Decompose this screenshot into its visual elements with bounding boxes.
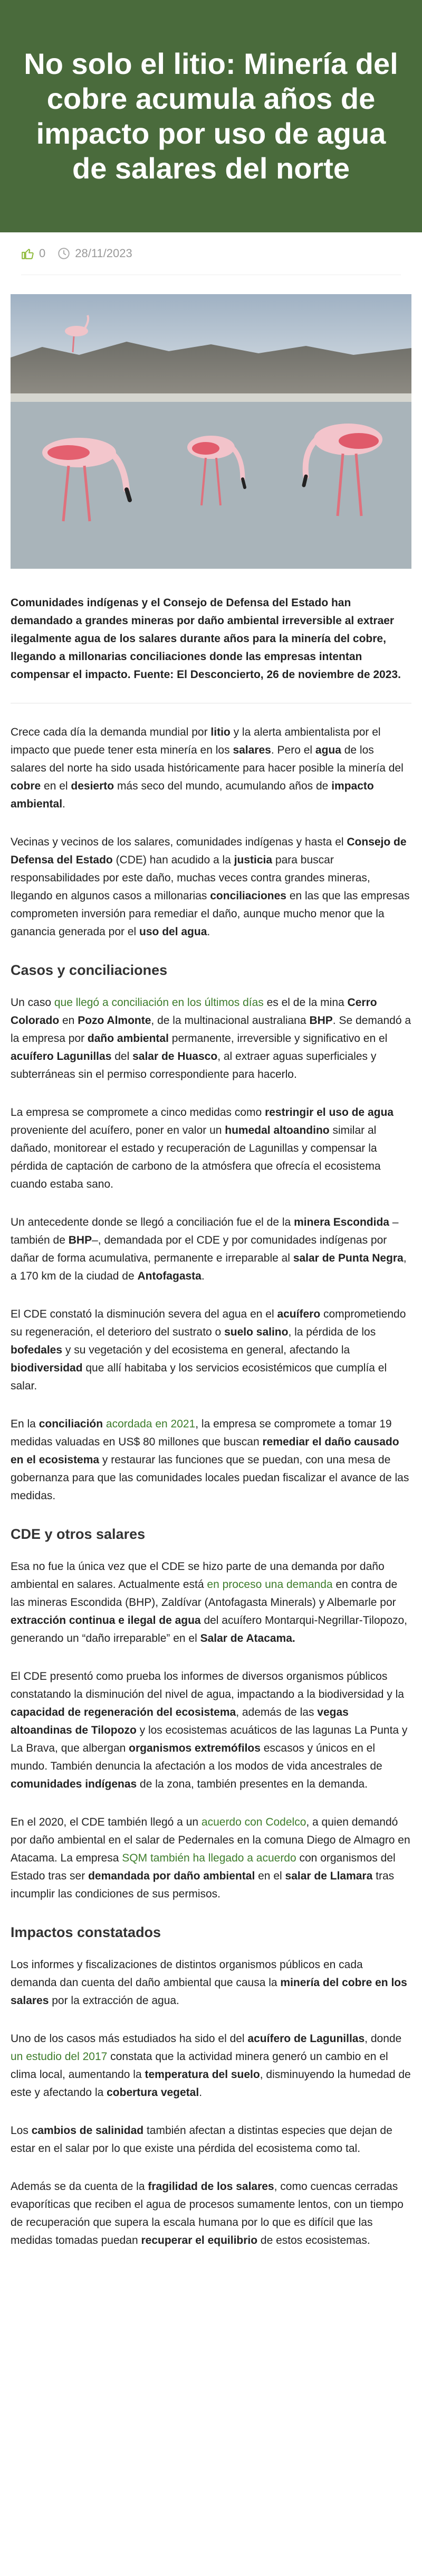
section-heading: CDE y otros salares [11, 1526, 146, 1542]
paragraph: Vecinas y vecinos de los salares, comunidades indígenas y hasta el Consejo de Defensa del Estado (CDE) han acudido a la justicia para buscar responsabilidades por este daño, muchas veces contra grandes mineras, llegando en algunos casos a millonarias conciliaciones en las que las empresas comprometen inversión para remediar el daño, aunque mucho menor que la ganancia generada por el uso del agua. [11, 836, 410, 938]
thumbs-up-icon[interactable] [21, 247, 35, 260]
like-count: 0 [39, 247, 46, 260]
paragraph: Los cambios de salinidad también afectan a distintas especies que dejan de estar en el salar por lo que existe una pérdida del ecosistema como tal. [11, 2124, 392, 2155]
article-link[interactable]: un estudio del 2017 [11, 2051, 108, 2063]
like-control[interactable] [21, 247, 45, 260]
paragraph: Crece cada día la demanda mundial por litio y la alerta ambientalista por el impacto que puede tener esta minería en los salares. Pero el agua de los salares del norte ha sido usada históricamente para hacer posible la minería del cobre en el desierto más seco del mundo, acumulando años de impacto ambiental. [11, 726, 404, 810]
paragraph: Uno de los casos más estudiados ha sido el del acuífero de Lagunillas, donde un estudio del 2017 constata que la actividad minera generó un cambio en el clima local, aumentando la temperatura del suelo, disminuyendo la humedad de este y afectando la cobertura vegetal. [11, 2033, 411, 2099]
section-heading: Casos y conciliaciones [11, 962, 168, 978]
article-body [11, 569, 411, 2250]
paragraph: El CDE constató la disminución severa del agua en el acuífero comprometiendo su regeneración, el deterioro del sustrato o suelo salino, la pérdida de los bofedales y su vegetación y del ecosistema en general, afectando la biodiversidad que allí habitaba y los servicios ecosistémicos que cumplía el salar. [11, 1308, 406, 1392]
article-link[interactable]: acordada en 2021 [106, 1418, 196, 1430]
article-header [0, 0, 422, 232]
publish-date: 28/11/2023 [75, 247, 132, 260]
article-link[interactable]: también ha llegado a acuerdo [150, 1852, 296, 1864]
paragraph: Esa no fue la única vez que el CDE se hizo parte de una demanda por daño ambiental en salares. Actualmente está en proceso una demanda en contra de las mineras Escondida (BHP), Zaldívar (Antofagasta Minerals) y Albemarle por extracción continua e ilegal de agua del acuífero Montarqui-Negrillar-Tilopozo, generando un “daño irreparable” en el Salar de Atacama. [11, 1560, 408, 1644]
paragraph: En el 2020, el CDE también llegó a un acuerdo con Codelco, a quien demandó por daño ambiental en el salar de Pedernales en la comuna Diego de Almagro en Atacama. La empresa SQM también ha llegado a acuerdo con organismos del Estado tras ser demandada por daño ambiental en el salar de Llamara tras incumplir las condiciones de sus permisos. [11, 1816, 410, 1900]
paragraph: Un caso que llegó a conciliación en los últimos días es el de la mina Cerro Colorado en Pozo Almonte, de la multinacional australiana BHP. Se demandó a la empresa por daño ambiental permanente, irreversible y significativo en el acuífero Lagunillas del salar de Huasco, al extraer aguas superficiales y subterráneas sin el permiso correspondiente para hacerlo. [11, 996, 411, 1080]
article-link[interactable]: que llegó a conciliación en los últimos días [54, 996, 264, 1009]
article-lead: Comunidades indígenas y el Consejo de Defensa del Estado han demandado a grandes mineras por daño ambiental irreversible al extraer ilegalmente agua de los salares durante años para la minería del cobre, llegando a millonarias conciliaciones donde las empresas intentan compensar el impacto. Fuente: El Desconcierto, 26 de noviembre de 2023. [11, 594, 411, 703]
paragraph: En la conciliación acordada en 2021, la empresa se compromete a tomar 19 medidas valuadas en US$ 80 millones que buscan remediar el daño causado en el ecosistema y restaurar las funciones que se puedan, con una mesa de gobernanza para que las comunidades locales puedan fiscalizar el avance de las medidas. [11, 1418, 409, 1502]
article-link[interactable]: SQM [122, 1852, 148, 1864]
article-photo-flamingos [11, 294, 411, 569]
article-meta [21, 232, 401, 275]
article-link[interactable]: en proceso una demanda [207, 1578, 333, 1591]
article-title: No solo el litio: Minería del cobre acumula años de impacto por uso de agua de salares del norte [24, 47, 398, 185]
date-meta [57, 247, 132, 260]
paragraph: El CDE presentó como prueba los informes de diversos organismos públicos constatando la disminución del nivel de agua, impactando a la biodiversidad y la capacidad de regeneración del ecosistema, además de las vegas altoandinas de Tilopozo y los ecosistemas acuáticos de las lagunas La Punta y La Brava, que albergan organismos extremófilos escasos y únicos en el mundo. También denuncia la afectación a los modos de vida ancestrales de comunidades indígenas de la zona, también presentes en la demanda. [11, 1670, 408, 1790]
paragraph: Un antecedente donde se llegó a conciliación fue el de la minera Escondida –también de BHP–, demandada por el CDE y por comunidades indígenas por dañar de forma acumulativa, permanente e irreparable al salar de Punta Negra, a 170 km de la ciudad de Antofagasta. [11, 1216, 407, 1282]
article-link[interactable]: acuerdo con Codelco [201, 1816, 306, 1828]
paragraph: Además se da cuenta de la fragilidad de los salares, como cuencas cerradas evaporíticas que reciben el agua de procesos sumamente lentos, con un tiempo de recuperación que supera la escala humana por lo que es difícil que las medidas tomadas puedan recuperar el equilibrio de estos ecosistemas. [11, 2180, 404, 2246]
paragraph: La empresa se compromete a cinco medidas como restringir el uso de agua proveniente del acuífero, poner en valor un humedal altoandino similar al dañado, monitorear el estado y recuperación de Lagunillas y compensar la pérdida de captación de carbono de la atmósfera que ofrecía el ecosistema cuando estaba sano. [11, 1106, 394, 1190]
paragraph: Los informes y fiscalizaciones de distintos organismos públicos en cada demanda dan cuenta del daño ambiental que causa la minería del cobre en los salares por la extracción de agua. [11, 1959, 407, 2007]
clock-icon [57, 247, 71, 260]
section-heading: Impactos constatados [11, 1924, 161, 1940]
